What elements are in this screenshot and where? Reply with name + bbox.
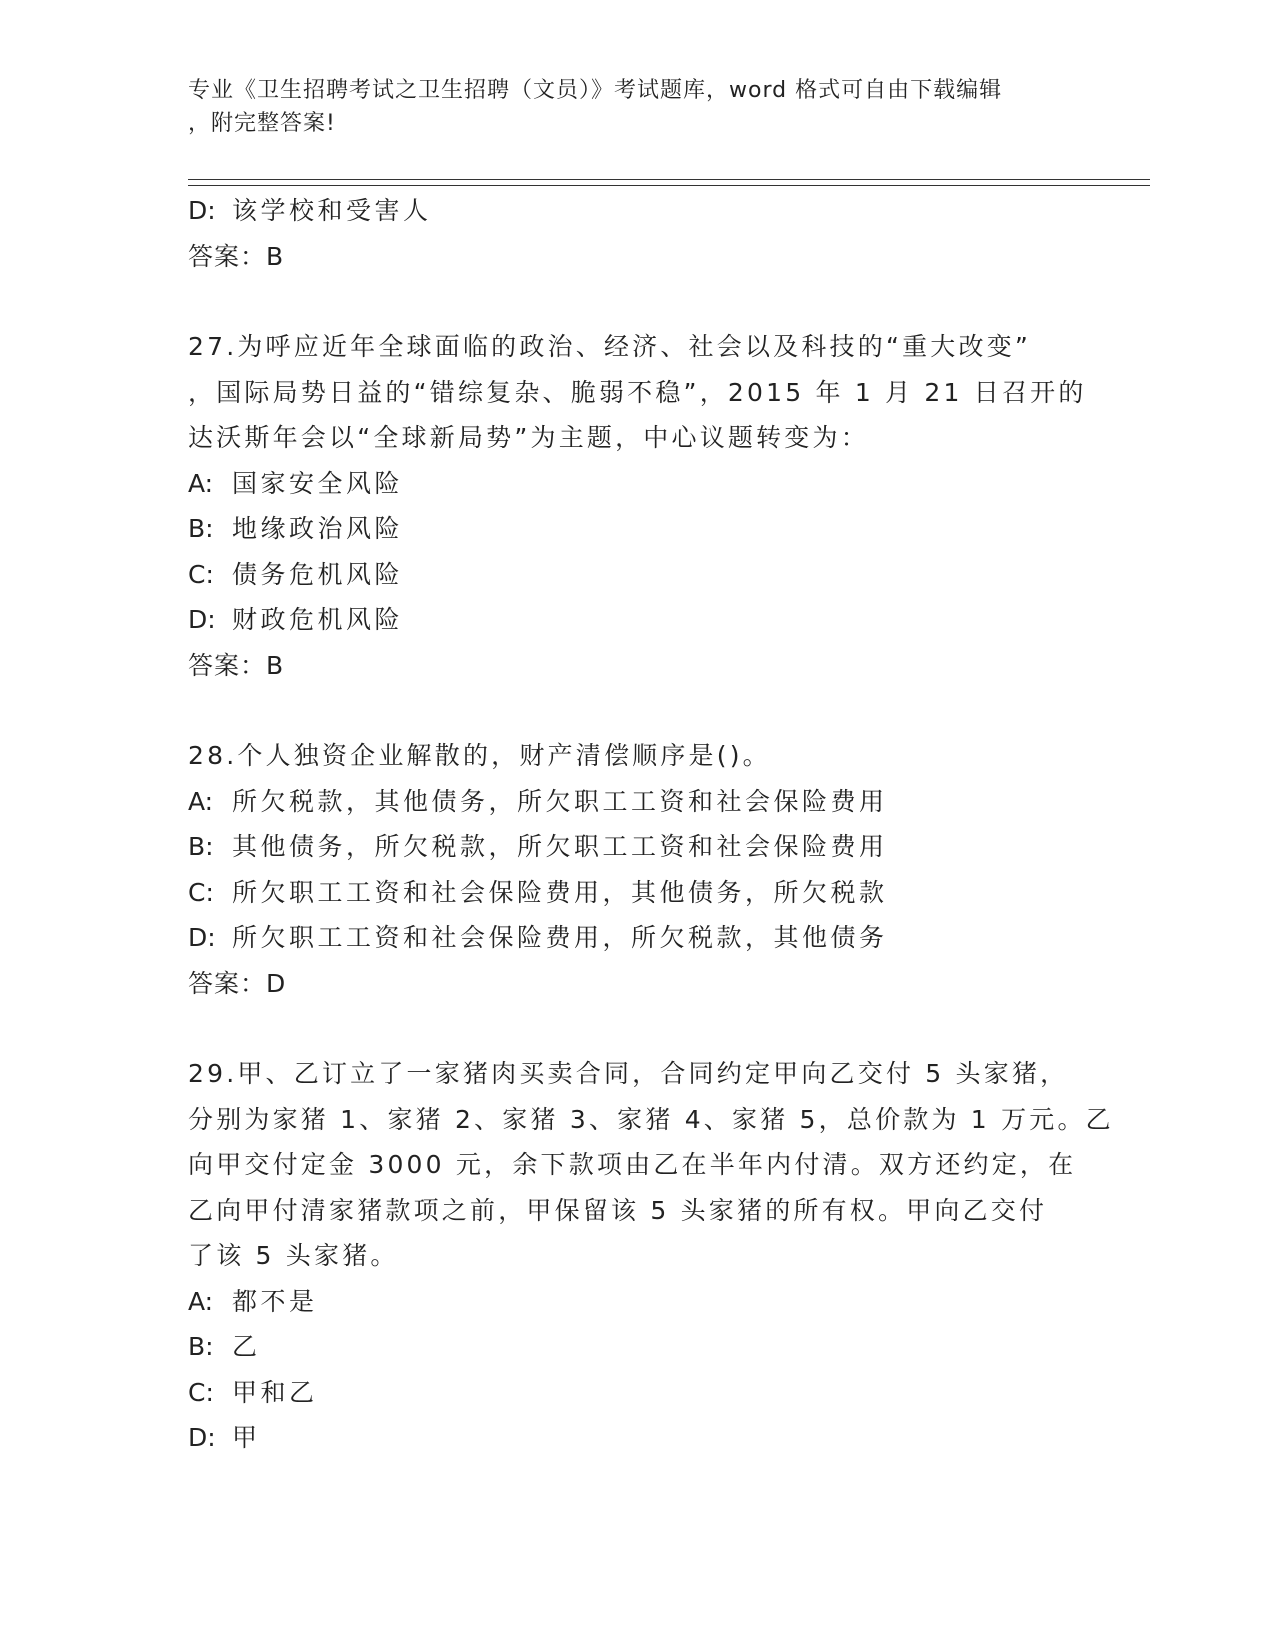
option-d <box>188 188 1088 234</box>
option-text: 所欠税款，其他债务，所欠职工工资和社会保险费用 <box>232 786 888 816</box>
page-header <box>188 74 1088 140</box>
question-line: 29.甲、乙订立了一家猪肉买卖合同，合同约定甲向乙交付 5 头家猪， <box>188 1059 1069 1088</box>
question-28 <box>188 733 1088 1006</box>
option-text: 该学校和受害人 <box>232 196 432 225</box>
header-divider-bottom <box>188 185 1150 186</box>
option-b <box>188 824 1088 870</box>
option-key: D: <box>188 605 216 634</box>
option-text: 其他债务，所欠税款，所欠职工工资和社会保险费用 <box>232 832 888 861</box>
option-text: 甲和乙 <box>232 1377 318 1407</box>
answer-line: 答案：B <box>188 650 285 680</box>
option-a <box>188 779 1088 825</box>
option-text: 地缘政治风险 <box>232 514 404 543</box>
option-text: 国家安全风险 <box>232 468 404 498</box>
option-key: C: <box>188 559 214 589</box>
question-line: 分别为家猪 1、家猪 2、家猪 3、家猪 4、家猪 5，总价款为 1 万元。乙 <box>188 1104 1114 1134</box>
option-d <box>188 1415 1088 1461</box>
question-line: 乙向甲付清家猪款项之前，甲保留该 5 头家猪的所有权。甲向乙交付 <box>188 1195 1048 1225</box>
option-key: D: <box>188 1423 216 1452</box>
question-27 <box>188 324 1088 688</box>
header-line-1: 专业《卫生招聘考试之卫生招聘（文员）》考试题库，word 格式可自由下载编辑 <box>188 78 1003 103</box>
question-line: 28.个人独资企业解散的，财产清偿顺序是()。 <box>188 741 771 770</box>
option-text: 乙 <box>232 1332 261 1361</box>
option-text: 财政危机风险 <box>232 605 404 634</box>
header-divider-top <box>188 179 1150 180</box>
option-key: C: <box>188 1377 214 1407</box>
question-text <box>188 1051 1114 1279</box>
option-text: 所欠职工工资和社会保险费用，所欠税款，其他债务 <box>232 923 888 952</box>
option-b <box>188 1324 1088 1370</box>
question-line: ，国际局势日益的“错综复杂、脆弱不稳”，2015 年 1 月 21 日召开的 <box>188 377 1087 407</box>
header-line-2: ，附完整答案! <box>188 111 336 136</box>
question-content <box>188 188 1114 1461</box>
question-line: 向甲交付定金 3000 元，余下款项由乙在半年内付清。双方还约定，在 <box>188 1150 1077 1179</box>
option-text: 所欠职工工资和社会保险费用，其他债务，所欠税款 <box>232 877 888 907</box>
option-key: A: <box>188 786 214 816</box>
option-key: B: <box>188 514 214 543</box>
option-a <box>188 1279 1088 1325</box>
question-line: 了该 5 头家猪。 <box>188 1241 399 1270</box>
option-d <box>188 915 1088 961</box>
option-d <box>188 597 1088 643</box>
question-text <box>188 733 1088 779</box>
option-key: A: <box>188 1286 214 1316</box>
option-key: A: <box>188 468 214 498</box>
option-key: C: <box>188 877 214 907</box>
answer-line: 答案：B <box>188 241 285 271</box>
option-key: D: <box>188 923 216 952</box>
option-b <box>188 506 1088 552</box>
option-c <box>188 1370 1088 1416</box>
question-29 <box>188 1051 1114 1461</box>
option-c <box>188 870 1088 916</box>
option-text: 甲 <box>232 1423 261 1452</box>
option-text: 债务危机风险 <box>232 559 404 589</box>
option-key: B: <box>188 1332 214 1361</box>
option-key: D: <box>188 196 216 225</box>
option-c <box>188 552 1088 598</box>
question-text <box>188 324 1088 461</box>
option-a <box>188 461 1088 507</box>
option-key: B: <box>188 832 214 861</box>
answer-line: 答案：D <box>188 968 287 998</box>
question-line: 27.为呼应近年全球面临的政治、经济、社会以及科技的“重大改变” <box>188 332 1032 361</box>
previous-question-tail <box>188 188 1088 279</box>
option-text: 都不是 <box>232 1286 318 1316</box>
question-line: 达沃斯年会以“全球新局势”为主题，中心议题转变为： <box>188 423 869 452</box>
